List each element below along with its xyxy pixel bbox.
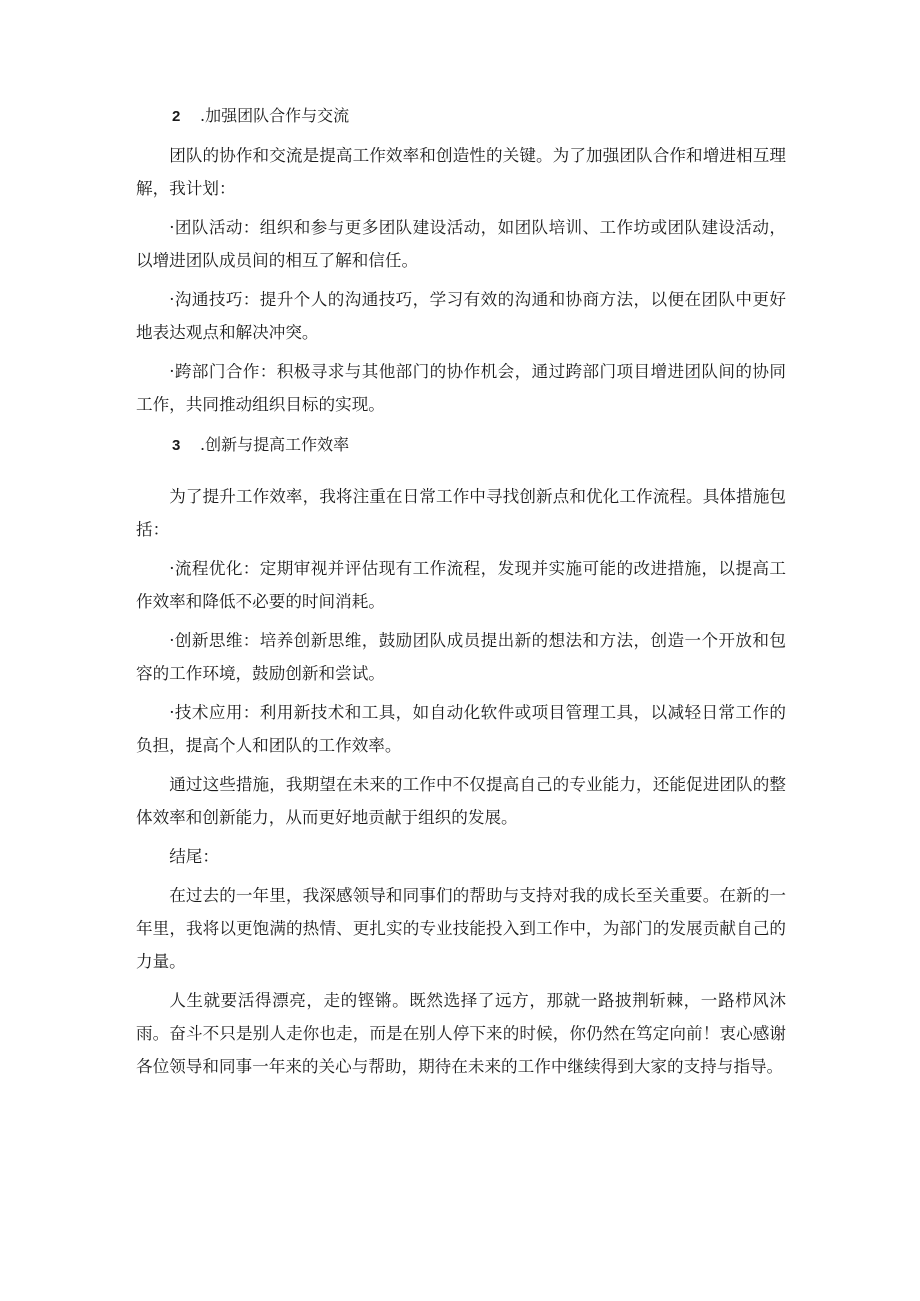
section-2-number: 2 xyxy=(172,108,181,125)
section-3-bullet-innovative-thinking: ·创新思维：培养创新思维，鼓励团队成员提出新的想法和方法，创造一个开放和包容的工作环境，鼓励创新和尝试。 xyxy=(136,631,786,683)
closing-paragraph-2: 人生就要活得漂亮，走的铿锵。既然选择了远方，那就一路披荆斩棘，一路栉风沐雨。奋斗不只是别人走你也走，而是在别人停下来的时候，你仍然在笃定向前！衷心感谢各位领导和同事一年来的关心与帮助，期待在未来的工作中继续得到大家的支持与指导。 xyxy=(136,991,786,1076)
section-3-intro: 为了提升工作效率，我将注重在日常工作中寻找创新点和优化工作流程。具体措施包括： xyxy=(136,487,786,539)
document-page xyxy=(136,104,786,1083)
section-2-bullet-cross-department: ·跨部门合作：积极寻求与其他部门的协作机会，通过跨部门项目增进团队间的协同工作，共同推动组织目标的实现。 xyxy=(136,362,786,414)
section-3-number: 3 xyxy=(172,437,181,454)
section-2-heading xyxy=(136,104,786,129)
section-3-heading xyxy=(136,433,786,458)
section-2-title: .加强团队合作与交流 xyxy=(200,106,350,125)
section-3-bullet-process-optimization: ·流程优化：定期审视并评估现有工作流程，发现并实施可能的改进措施，以提高工作效率和降低不必要的时间消耗。 xyxy=(136,559,786,611)
section-3-summary: 通过这些措施，我期望在未来的工作中不仅提高自己的专业能力，还能促进团队的整体效率和创新能力，从而更好地贡献于组织的发展。 xyxy=(136,775,786,827)
closing-label: 结尾： xyxy=(169,847,219,866)
section-2-intro: 团队的协作和交流是提高工作效率和创造性的关键。为了加强团队合作和增进相互理解，我计划： xyxy=(136,146,786,198)
section-3-title: .创新与提高工作效率 xyxy=(200,435,350,454)
section-3-bullet-technology-application: ·技术应用：利用新技术和工具，如自动化软件或项目管理工具，以减轻日常工作的负担，提高个人和团队的工作效率。 xyxy=(136,703,786,755)
section-2-bullet-communication-skills: ·沟通技巧：提升个人的沟通技巧，学习有效的沟通和协商方法，以便在团队中更好地表达观点和解决冲突。 xyxy=(136,290,786,342)
section-2-bullet-team-activities: ·团队活动：组织和参与更多团队建设活动，如团队培训、工作坊或团队建设活动，以增进团队成员间的相互了解和信任。 xyxy=(136,218,786,270)
closing-paragraph-1: 在过去的一年里，我深感领导和同事们的帮助与支持对我的成长至关重要。在新的一年里，我将以更饱满的热情、更扎实的专业技能投入到工作中，为部门的发展贡献自己的力量。 xyxy=(136,886,786,971)
